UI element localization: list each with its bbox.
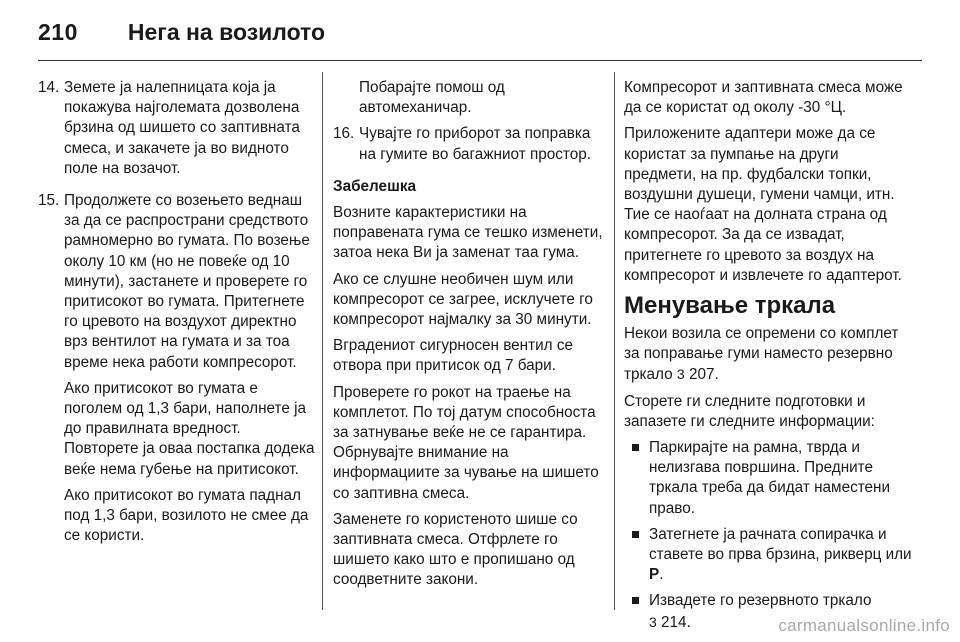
- note-paragraph: Возните карактеристики на поправената гума се тешко изменети, затоа нека Ви ја заменат таа гума.: [333, 204, 603, 262]
- page-header: [38, 14, 325, 50]
- note-paragraph: Заменете го користеното шише со заптивната смеса. Отфрлете го шишето како што е пропишано од соодветните закони.: [333, 510, 578, 589]
- step-number: 14.: [38, 79, 60, 96]
- section-title: Нега на возилото: [127, 18, 326, 45]
- bullet-text: Паркирајте на рамна, тврда и нелизгава површина. Предните тркала треба да бидат наместени право.: [649, 439, 891, 517]
- page-ref-icon: 3: [649, 613, 657, 630]
- watermark: carmanualsonline.info: [778, 616, 950, 635]
- step-text: Ако притисокот во гумата е поголем од 1,3 бари, наполнете ја до правилната вредност. Повторете ја оваа постапка додека веќе нема губење на притисокот.: [64, 379, 315, 478]
- bullet-text: Извадете го резервното тркало: [649, 592, 872, 610]
- prep-paragraph: Сторете ги следните подготовки и запазете ги следните информации:: [624, 392, 875, 430]
- step-text: Ако притисокот во гумата паднал под 1,3 бари, возилото не смее да се користи.: [64, 486, 309, 545]
- column-divider-2: [614, 72, 615, 610]
- intro-paragraph: [624, 324, 914, 386]
- step-text: Продолжете со возењето веднаш за да се распространи средството рамномерно во гумата. По возење околу 10 км (но не повеќе од 10 минути), застанете и проверете го притисокот во гумата. Притегнете го цревото на воздухот директно врз вентилот на гумата и за тоа време нека работи компресорот.: [64, 192, 310, 371]
- column-3: [624, 78, 914, 639]
- step-14: [38, 78, 316, 185]
- bullet-text: Затегнете ја рачната сопирачка и ставете во прва брзина, рикверц или: [649, 525, 912, 564]
- bullet-ref: 214.: [661, 613, 691, 631]
- bullet-square-icon: [632, 597, 639, 604]
- column-1: [38, 78, 316, 558]
- step-15-continuation: Побарајте помош од автомеханичар.: [359, 79, 505, 117]
- header-divider: [38, 60, 922, 61]
- bullet-item: [624, 525, 914, 586]
- section-heading: Менување тркала: [624, 292, 836, 320]
- bullet-tail: .: [659, 566, 664, 584]
- gear-p-label: P: [649, 566, 660, 584]
- bullet-square-icon: [632, 444, 639, 451]
- paragraph: Приложените адаптери може да се користат за пумпање на други предмети, на пр. фудбалски топки, воздушни душеци, гумени чамци, итн. Тие се наоѓаат на долната страна од компресорот. За да се извадат, притегнете го цревото за воздух на компресорот и извлечете го адаптерот.: [624, 125, 902, 284]
- step-text: Земете ја налепницата која ја покажува најголемата дозволена брзина од шишето со заптивната смеса, и закачете ја во видното поле на возачот.: [64, 79, 300, 177]
- intro-ref: 207.: [688, 366, 719, 384]
- step-number: 16.: [333, 125, 355, 143]
- paragraph: Компресорот и заптивната смеса може да се користат од околу -30 °Ц.: [624, 79, 903, 117]
- intro-text: Некои возила се опремени со комплет за поправање гуми наместо резервно тркало: [624, 325, 899, 384]
- bullet-content: [649, 525, 914, 586]
- note-paragraph: Ако се слушне необичен шум или компресорот се загрее, исклучете го компресорот најмалку за 30 минути.: [333, 270, 593, 329]
- column-divider-1: [322, 72, 323, 610]
- note-paragraph: Проверете го рокот на траење на комплетот. По тој датум способноста за затнување веќе не се гарантира. Обрнувајте внимание на информациите за чување на шишето со заптивна смеса.: [333, 383, 599, 502]
- column-2: [333, 78, 605, 597]
- bullet-square-icon: [632, 531, 639, 538]
- note-paragraph: Вградениот сигурносен вентил се отвора при притисок од 7 бари.: [333, 337, 574, 375]
- page-ref-icon: 3: [676, 366, 685, 383]
- step-text: Чувајте го приборот за поправка на гумите во багажниот простор.: [359, 125, 591, 163]
- page-number: 210: [38, 18, 78, 45]
- step-number: 15.: [38, 192, 60, 210]
- step-15: [38, 191, 316, 552]
- step-16: [333, 124, 605, 170]
- note-title: Забелешка: [333, 177, 416, 195]
- bullet-item: [624, 438, 914, 519]
